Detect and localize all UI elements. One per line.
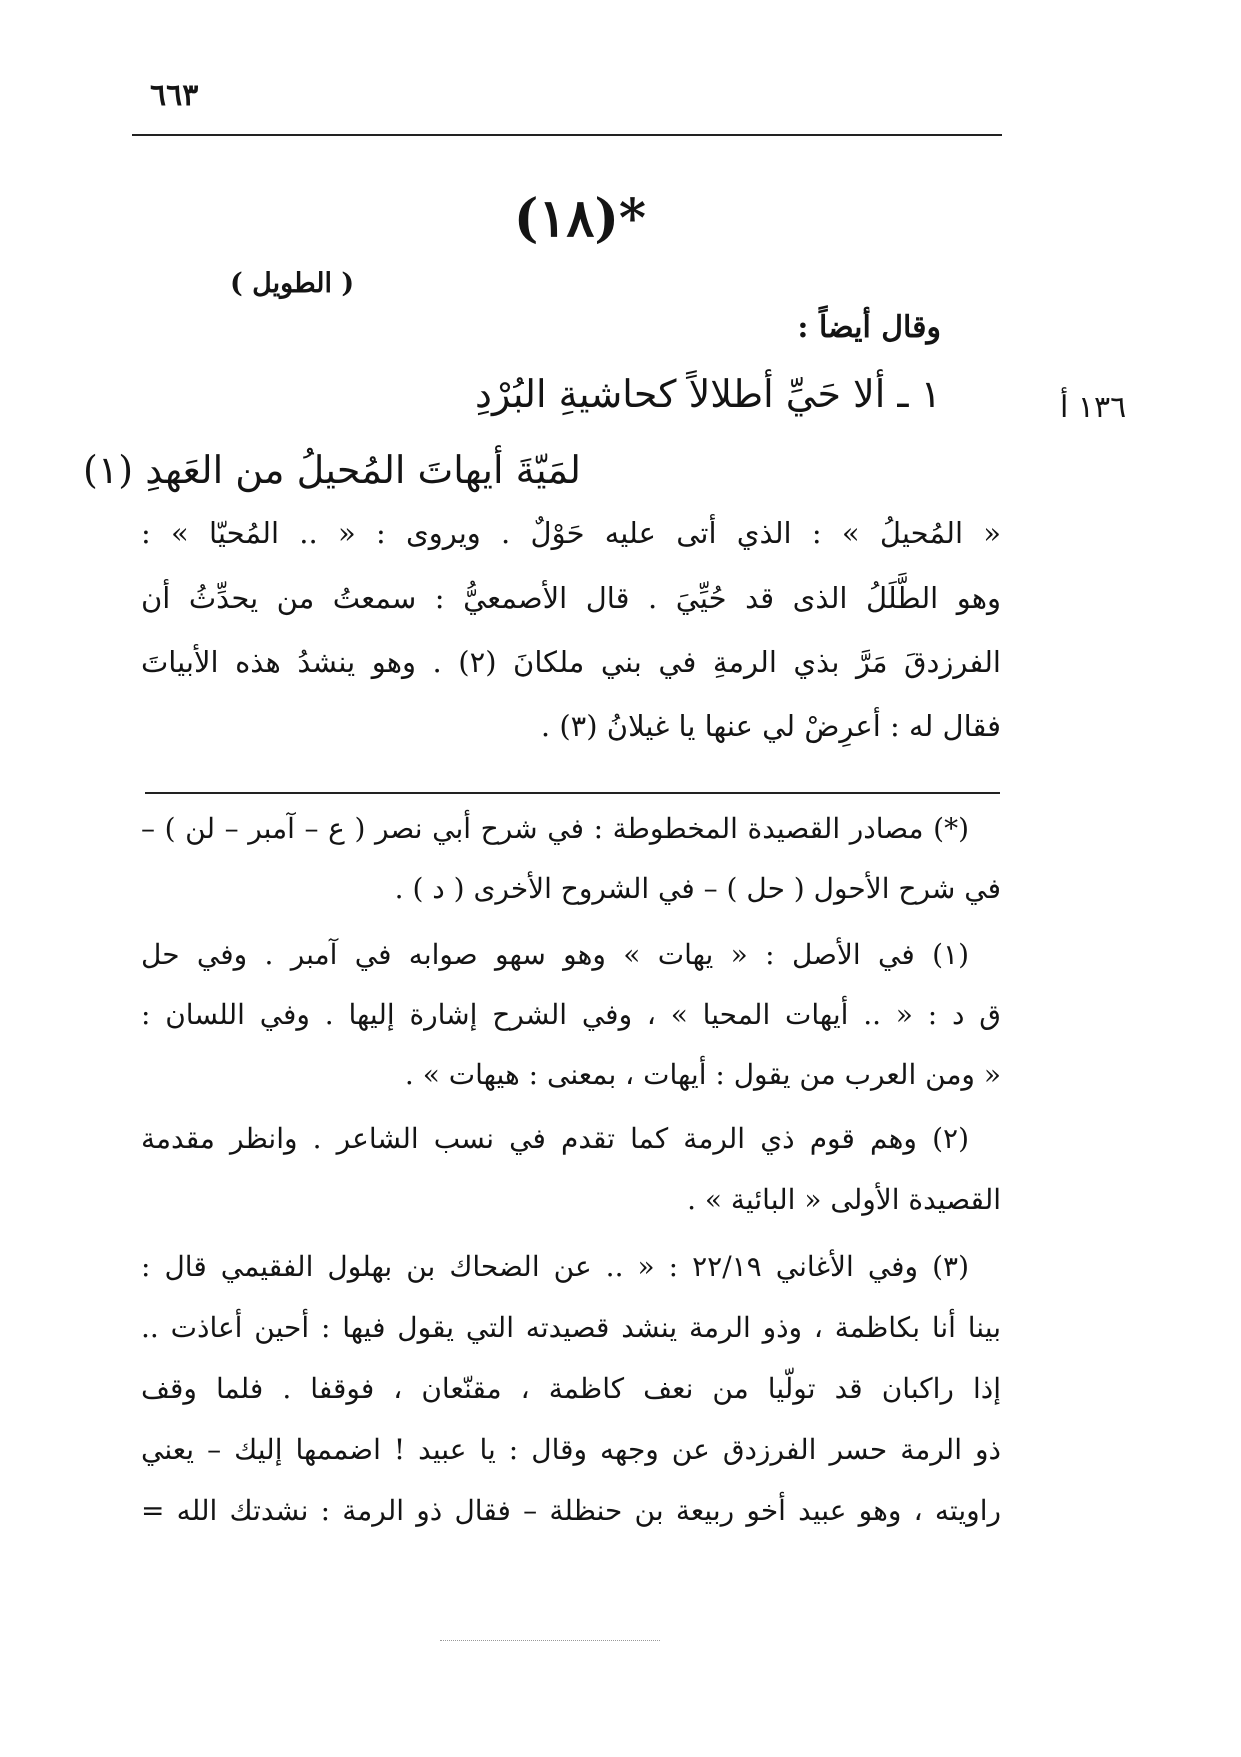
- intro-line: وقال أيضاً :: [797, 310, 941, 345]
- commentary-line: فقال له : أعرِضْ لي عنها يا غيلانُ (٣) .: [540, 709, 1001, 743]
- poem-number: *(١٨): [513, 188, 647, 249]
- page-number: ٦٦٣: [150, 78, 199, 113]
- commentary-line: الفرزدقَ مَرَّ بذي الرمةِ في بني ملكانَ (٢) . وهو ينشدُ هذه الأبياتَ: [141, 645, 1001, 679]
- footnote-line: (٢) وهم قوم ذي الرمة كما تقدم في نسب الشاعر . وانظر مقدمة: [141, 1122, 969, 1155]
- header-rule: [132, 134, 1002, 136]
- footnote-rule: [145, 792, 1000, 794]
- verse-second-hemistich: لمَيّةَ أيهاتَ المُحيلُ من العَهدِ (١): [83, 448, 581, 492]
- commentary-line: وهو الطَّلَلُ الذى قد حُيِّيَ . قال الأصمعيُّ : سمعتُ من يحدِّثُ أن: [141, 581, 1001, 615]
- commentary-line: « المُحيلُ » : الذي أتى عليه حَوْلٌ . ويروى : « .. المُحيّا » :: [141, 516, 1001, 550]
- footnote-line: في شرح الأحول ( حل ) – في الشروح الأخرى ( د ) .: [394, 872, 1001, 905]
- footnote-line: « ومن العرب من يقول : أيهات ، بمعنى : هيهات » .: [404, 1058, 1001, 1091]
- meter-label: ( الطويل ): [230, 268, 355, 299]
- footnote-line: ق د : « .. أيهات المحيا » ، وفي الشرح إشارة إليها . وفي اللسان :: [141, 998, 1001, 1031]
- footnote-line: (٣) وفي الأغاني ٢٢/١٩ : « .. عن الضحاك بن بهلول الفقيمي قال :: [141, 1250, 970, 1283]
- scan-mark: [440, 1640, 660, 1641]
- footnote-line: (١) في الأصل : « يهات » وهو سهو صوابه في آمبر . وفي حل: [141, 938, 969, 971]
- footnote-line: القصيدة الأولى « البائية » .: [687, 1183, 1001, 1216]
- footnote-line: (*) مصادر القصيدة المخطوطة : في شرح أبي نصر ( ع – آمبر – لن ) –: [141, 812, 969, 845]
- verse-first-hemistich: ١ ـ ألا حَيِّ أطلالاً كحاشيةِ البُرْدِ: [475, 372, 941, 416]
- footnote-line: راويته ، وهو عبيد أخو ربيعة بن حنظلة – فقال ذو الرمة : نشدتك الله =: [141, 1494, 1001, 1527]
- margin-reference: ١٣٦ أ: [1060, 390, 1127, 425]
- footnote-line: بينا أنا بكاظمة ، وذو الرمة ينشد قصيدته التي يقول فيها : أحين أعاذت ..: [141, 1311, 1001, 1344]
- footnote-line: ذو الرمة حسر الفرزدق عن وجهه وقال : يا عبيد ! اضممها إليك – يعني: [141, 1433, 1001, 1466]
- footnote-line: إذا راكبان قد تولّيا من نعف كاظمة ، مقنّعان ، فوقفا . فلما وقف: [141, 1372, 1001, 1405]
